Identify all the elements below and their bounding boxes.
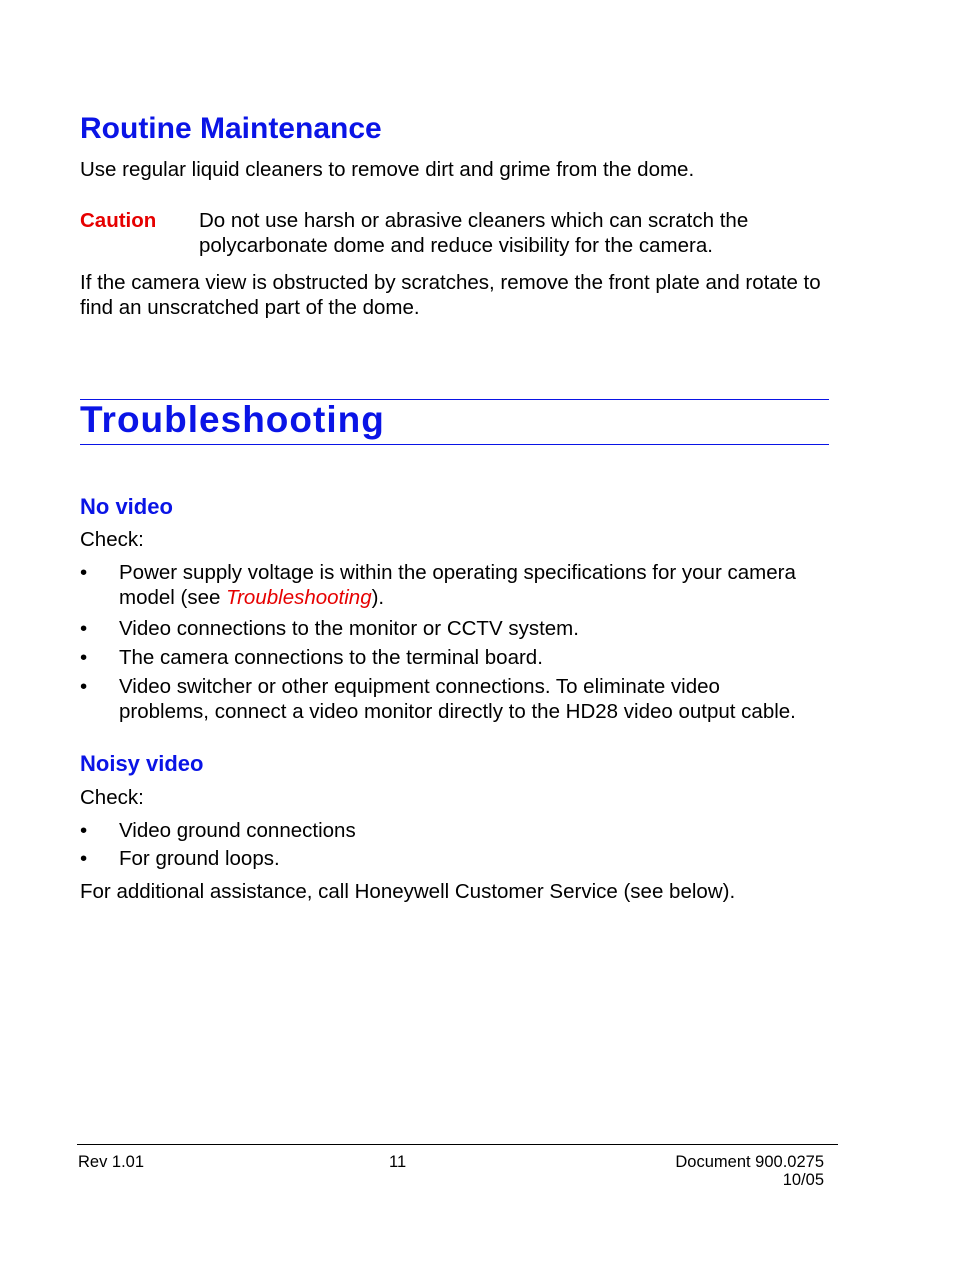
- list-item-line-1: Power supply voltage is within the operating specifications for your camera: [119, 561, 796, 584]
- list-item-line-2-prefix: model (see: [119, 586, 227, 609]
- bullet-symbol: •: [80, 847, 88, 870]
- footer-date: 10/05: [782, 1171, 824, 1189]
- list-item-line-1: Video switcher or other equipment connections. To eliminate video: [119, 675, 720, 698]
- troubleshooting-link[interactable]: Troubleshooting: [226, 586, 372, 609]
- footer-revision: Rev 1.01: [78, 1153, 145, 1171]
- footer-page-number: 11: [389, 1153, 407, 1171]
- list-item: [119, 674, 839, 724]
- troubleshooting-bottom-rule: [80, 444, 829, 445]
- list-item: The camera connections to the terminal board.: [119, 646, 543, 669]
- no-video-heading: No video: [80, 494, 173, 519]
- bullet-symbol: •: [80, 819, 88, 842]
- troubleshooting-heading: Troubleshooting: [80, 399, 385, 440]
- no-video-check-label: Check:: [80, 528, 144, 551]
- bullet-symbol: •: [80, 675, 88, 698]
- bullet-symbol: •: [80, 617, 88, 640]
- noisy-video-check-label: Check:: [80, 786, 144, 809]
- scratch-paragraph-line-2: find an unscratched part of the dome.: [80, 296, 420, 319]
- noisy-video-heading: Noisy video: [80, 751, 204, 776]
- caution-label: Caution: [80, 209, 157, 232]
- list-item: Video connections to the monitor or CCTV system.: [119, 617, 579, 640]
- footer-rule: [77, 1144, 838, 1145]
- routine-intro-text: Use regular liquid cleaners to remove dirt and grime from the dome.: [80, 158, 695, 181]
- bullet-symbol: •: [80, 646, 88, 669]
- scratch-paragraph-line-1: If the camera view is obstructed by scratches, remove the front plate and rotate to: [80, 271, 821, 294]
- routine-maintenance-heading: Routine Maintenance: [80, 112, 382, 145]
- list-item-line-2: problems, connect a video monitor directly to the HD28 video output cable.: [119, 700, 796, 723]
- caution-text-line-1: Do not use harsh or abrasive cleaners which can scratch the: [199, 209, 749, 232]
- list-item: For ground loops.: [119, 847, 280, 870]
- list-item: Video ground connections: [119, 819, 356, 842]
- list-item: [119, 560, 839, 610]
- assistance-text: For additional assistance, call Honeywell Customer Service (see below).: [80, 880, 736, 903]
- list-item-line-2-suffix: ).: [371, 586, 385, 609]
- caution-text-line-2: polycarbonate dome and reduce visibility for the camera.: [199, 234, 713, 257]
- bullet-symbol: •: [80, 561, 88, 584]
- footer-document-number: Document 900.0275: [675, 1153, 824, 1171]
